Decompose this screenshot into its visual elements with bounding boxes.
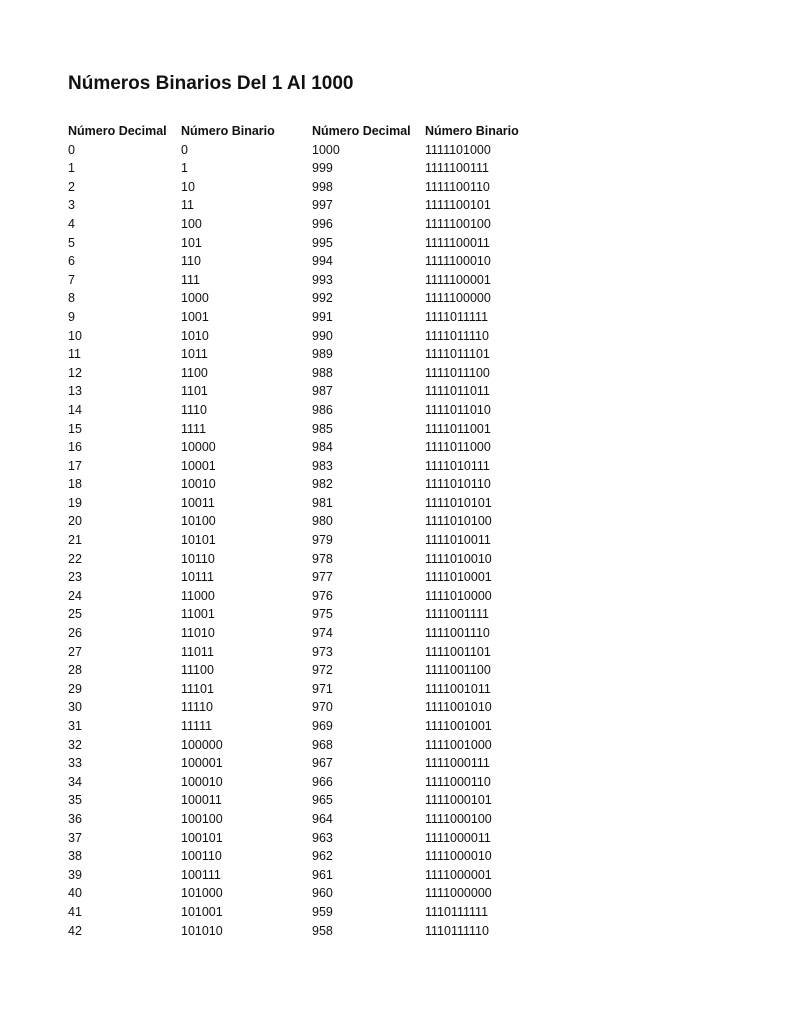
decimal-left-cell: 42 [68, 923, 82, 938]
binary-right-cell: 1111000100 [425, 811, 492, 826]
decimal-right-cell: 980 [312, 514, 333, 529]
binary-right-cell: 1111011010 [425, 402, 491, 417]
decimal-right-cell: 966 [312, 774, 333, 789]
binary-right-cell: 1111011110 [425, 328, 489, 343]
binary-left-cell: 100111 [181, 867, 221, 882]
table-header-row [68, 122, 545, 141]
binary-left-cell: 1001 [181, 309, 209, 324]
binary-right-cell: 1111001000 [425, 737, 492, 752]
decimal-right-cell: 988 [312, 365, 333, 380]
decimal-left-cell: 40 [68, 886, 82, 901]
binary-left-cell: 111 [181, 272, 201, 287]
table-row [68, 922, 545, 941]
decimal-right-cell: 962 [312, 849, 333, 864]
decimal-left-cell: 6 [68, 254, 75, 269]
decimal-right-cell: 998 [312, 179, 333, 194]
decimal-left-cell: 34 [68, 774, 82, 789]
binary-left-cell: 100001 [181, 756, 223, 771]
table-row [68, 159, 545, 178]
decimal-left-cell: 18 [68, 477, 82, 492]
table-row [68, 345, 545, 364]
decimal-left-cell: 21 [68, 533, 82, 548]
decimal-left-cell: 32 [68, 737, 82, 752]
binary-left-cell: 0 [181, 142, 188, 157]
binary-right-cell: 1111100010 [425, 254, 491, 269]
table-row [68, 661, 545, 680]
binary-right-cell: 1111010010 [425, 551, 492, 566]
table-row [68, 568, 545, 587]
decimal-right-cell: 982 [312, 477, 333, 492]
decimal-right-cell: 974 [312, 626, 333, 641]
binary-left-cell: 11011 [181, 644, 214, 659]
binary-right-cell: 1111000111 [425, 756, 490, 771]
binary-left-cell: 101010 [181, 923, 223, 938]
binary-right-cell: 1111101000 [425, 142, 491, 157]
table-row [68, 903, 545, 922]
decimal-left-cell: 14 [68, 402, 82, 417]
binary-left-cell: 1100 [181, 365, 208, 380]
table-row [68, 624, 545, 643]
decimal-left-cell: 38 [68, 849, 82, 864]
binary-right-cell: 1111011001 [425, 421, 491, 436]
binary-right-cell: 1111000010 [425, 849, 492, 864]
decimal-left-cell: 2 [68, 179, 75, 194]
decimal-right-cell: 989 [312, 347, 333, 362]
table-row [68, 401, 545, 420]
binary-right-cell: 1111000000 [425, 886, 492, 901]
table-row [68, 773, 545, 792]
binary-left-cell: 11110 [181, 700, 213, 715]
decimal-right-cell: 975 [312, 607, 333, 622]
binary-left-cell: 100101 [181, 830, 223, 845]
decimal-right-cell: 1000 [312, 142, 340, 157]
binary-right-cell: 1111100011 [425, 235, 490, 250]
table-row [68, 643, 545, 662]
table-row [68, 289, 545, 308]
decimal-left-cell: 5 [68, 235, 75, 250]
decimal-right-cell: 963 [312, 830, 333, 845]
table-row [68, 754, 545, 773]
decimal-right-cell: 959 [312, 904, 333, 919]
table-row [68, 196, 545, 215]
binary-right-cell: 1111000110 [425, 774, 491, 789]
decimal-right-cell: 961 [312, 867, 333, 882]
header-decimal-left: Número Decimal [68, 124, 167, 138]
table-row [68, 141, 545, 160]
decimal-right-cell: 958 [312, 923, 333, 938]
binary-right-cell: 1111011011 [425, 384, 490, 399]
decimal-left-cell: 23 [68, 570, 82, 585]
decimal-right-cell: 999 [312, 161, 333, 176]
table-row [68, 271, 545, 290]
decimal-right-cell: 984 [312, 440, 333, 455]
decimal-right-cell: 979 [312, 533, 333, 548]
decimal-left-cell: 7 [68, 272, 75, 287]
decimal-right-cell: 993 [312, 272, 333, 287]
table-row [68, 531, 545, 550]
decimal-right-cell: 987 [312, 384, 333, 399]
table-row [68, 810, 545, 829]
decimal-left-cell: 39 [68, 867, 82, 882]
binary-right-cell: 1111001011 [425, 681, 491, 696]
binary-left-cell: 100011 [181, 793, 222, 808]
decimal-right-cell: 992 [312, 291, 333, 306]
table-row [68, 680, 545, 699]
decimal-left-cell: 4 [68, 216, 75, 231]
decimal-right-cell: 978 [312, 551, 333, 566]
binary-right-cell: 1111010100 [425, 514, 492, 529]
table-row [68, 234, 545, 253]
binary-left-cell: 101 [181, 235, 202, 250]
binary-left-cell: 10000 [181, 440, 216, 455]
binary-right-cell: 1111001010 [425, 700, 492, 715]
decimal-left-cell: 41 [68, 904, 82, 919]
decimal-left-cell: 16 [68, 440, 82, 455]
decimal-right-cell: 973 [312, 644, 333, 659]
decimal-left-cell: 9 [68, 309, 75, 324]
binary-left-cell: 1 [181, 161, 188, 176]
decimal-right-cell: 985 [312, 421, 333, 436]
binary-right-cell: 1111011111 [425, 309, 489, 324]
binary-left-cell: 11 [181, 198, 194, 213]
decimal-left-cell: 35 [68, 793, 82, 808]
header-binary-left: Número Binario [181, 124, 275, 138]
page-title: Números Binarios Del 1 Al 1000 [68, 73, 354, 94]
binary-left-cell: 11001 [181, 607, 215, 622]
binary-right-cell: 1111000101 [425, 793, 492, 808]
decimal-left-cell: 3 [68, 198, 75, 213]
table-row [68, 438, 545, 457]
binary-left-cell: 10011 [181, 495, 215, 510]
binary-right-cell: 1110111110 [425, 923, 489, 938]
decimal-right-cell: 968 [312, 737, 333, 752]
decimal-right-cell: 986 [312, 402, 333, 417]
table-row [68, 717, 545, 736]
decimal-left-cell: 20 [68, 514, 82, 529]
decimal-left-cell: 22 [68, 551, 82, 566]
binary-right-cell: 1111001001 [425, 719, 492, 733]
binary-right-cell: 1111010111 [425, 458, 490, 473]
table-row [68, 791, 545, 810]
binary-left-cell: 11100 [181, 663, 214, 678]
decimal-left-cell: 27 [68, 644, 82, 659]
decimal-right-cell: 995 [312, 235, 333, 250]
binary-left-cell: 101001 [181, 904, 223, 919]
table-row [68, 308, 545, 327]
binary-numbers-table [68, 122, 545, 940]
table-row [68, 698, 545, 717]
binary-right-cell: 1111010000 [425, 588, 492, 603]
decimal-right-cell: 976 [312, 588, 333, 603]
decimal-right-cell: 960 [312, 886, 333, 901]
binary-right-cell: 1111000011 [425, 830, 491, 845]
decimal-left-cell: 29 [68, 681, 82, 696]
binary-right-cell: 1111100111 [425, 161, 489, 176]
binary-right-cell: 1111001111 [425, 607, 489, 622]
decimal-left-cell: 17 [68, 458, 82, 473]
decimal-left-cell: 28 [68, 663, 82, 678]
decimal-left-cell: 8 [68, 291, 75, 306]
binary-left-cell: 11111 [181, 719, 213, 733]
table-row [68, 736, 545, 755]
decimal-left-cell: 30 [68, 700, 82, 715]
decimal-left-cell: 37 [68, 830, 82, 845]
binary-right-cell: 1111100101 [425, 198, 491, 213]
decimal-left-cell: 13 [68, 384, 82, 399]
decimal-left-cell: 24 [68, 588, 82, 603]
table-row [68, 587, 545, 606]
decimal-left-cell: 36 [68, 811, 82, 826]
binary-right-cell: 1111010101 [425, 495, 492, 510]
decimal-right-cell: 990 [312, 328, 333, 343]
binary-left-cell: 10001 [181, 458, 216, 473]
binary-right-cell: 1111010001 [425, 570, 492, 585]
binary-right-cell: 1111001101 [425, 644, 491, 659]
table-row [68, 420, 545, 439]
table-row [68, 494, 545, 513]
header-decimal-right: Número Decimal [312, 124, 411, 138]
table-row [68, 178, 545, 197]
table-row [68, 866, 545, 885]
binary-right-cell: 1111000001 [425, 867, 492, 882]
binary-right-cell: 1111011100 [425, 365, 490, 380]
decimal-right-cell: 991 [312, 309, 333, 324]
binary-right-cell: 1111100100 [425, 216, 491, 231]
binary-left-cell: 1010 [181, 328, 209, 343]
binary-left-cell: 10111 [181, 570, 214, 585]
table-row [68, 475, 545, 494]
binary-left-cell: 100000 [181, 737, 223, 752]
table-row [68, 327, 545, 346]
binary-right-cell: 1110111111 [425, 904, 489, 919]
decimal-right-cell: 964 [312, 811, 333, 826]
binary-right-cell: 1111100000 [425, 291, 491, 306]
binary-left-cell: 100100 [181, 811, 223, 826]
decimal-right-cell: 967 [312, 756, 333, 771]
binary-left-cell: 110 [181, 254, 201, 269]
decimal-left-cell: 10 [68, 328, 82, 343]
binary-right-cell: 1111011000 [425, 440, 491, 455]
decimal-left-cell: 1 [68, 161, 75, 176]
decimal-left-cell: 19 [68, 495, 82, 510]
table-row [68, 364, 545, 383]
decimal-right-cell: 996 [312, 216, 333, 231]
binary-left-cell: 1000 [181, 291, 209, 306]
table-row [68, 215, 545, 234]
binary-left-cell: 1011 [181, 347, 208, 362]
binary-right-cell: 1111010011 [425, 533, 491, 548]
table-row [68, 884, 545, 903]
decimal-right-cell: 972 [312, 663, 333, 678]
decimal-right-cell: 969 [312, 719, 333, 733]
table-row [68, 605, 545, 624]
binary-right-cell: 1111010110 [425, 477, 491, 492]
binary-left-cell: 10110 [181, 551, 215, 566]
table-row [68, 847, 545, 866]
binary-left-cell: 1101 [181, 384, 208, 399]
decimal-right-cell: 971 [312, 681, 333, 696]
binary-right-cell: 1111001100 [425, 663, 491, 678]
decimal-left-cell: 26 [68, 626, 82, 641]
binary-left-cell: 11010 [181, 626, 215, 641]
binary-right-cell: 1111100001 [425, 272, 491, 287]
table-row [68, 829, 545, 848]
binary-left-cell: 10101 [181, 533, 216, 548]
header-binary-right: Número Binario [425, 124, 519, 138]
decimal-right-cell: 983 [312, 458, 333, 473]
binary-right-cell: 1111100110 [425, 179, 490, 194]
decimal-right-cell: 965 [312, 793, 333, 808]
table-row [68, 252, 545, 271]
decimal-right-cell: 997 [312, 198, 333, 213]
binary-left-cell: 1111 [181, 421, 207, 436]
decimal-right-cell: 981 [312, 495, 333, 510]
binary-right-cell: 1111011101 [425, 347, 490, 362]
decimal-left-cell: 25 [68, 607, 82, 622]
decimal-left-cell: 12 [68, 365, 82, 380]
binary-left-cell: 10 [181, 179, 195, 194]
table-row [68, 457, 545, 476]
binary-left-cell: 10010 [181, 477, 216, 492]
decimal-left-cell: 0 [68, 142, 75, 157]
binary-left-cell: 1110 [181, 402, 207, 417]
decimal-right-cell: 994 [312, 254, 333, 269]
decimal-left-cell: 31 [68, 719, 82, 733]
table-body [68, 141, 545, 941]
decimal-left-cell: 33 [68, 756, 82, 771]
table-row [68, 382, 545, 401]
binary-left-cell: 11101 [181, 681, 214, 696]
binary-left-cell: 100110 [181, 849, 222, 864]
table-row [68, 550, 545, 569]
decimal-left-cell: 15 [68, 421, 82, 436]
binary-left-cell: 11000 [181, 588, 215, 603]
binary-left-cell: 10100 [181, 514, 216, 529]
decimal-right-cell: 977 [312, 570, 333, 585]
binary-left-cell: 100010 [181, 774, 223, 789]
binary-right-cell: 1111001110 [425, 626, 490, 641]
binary-left-cell: 101000 [181, 886, 223, 901]
decimal-left-cell: 11 [68, 347, 81, 362]
binary-left-cell: 100 [181, 216, 202, 231]
decimal-right-cell: 970 [312, 700, 333, 715]
table-row [68, 512, 545, 531]
